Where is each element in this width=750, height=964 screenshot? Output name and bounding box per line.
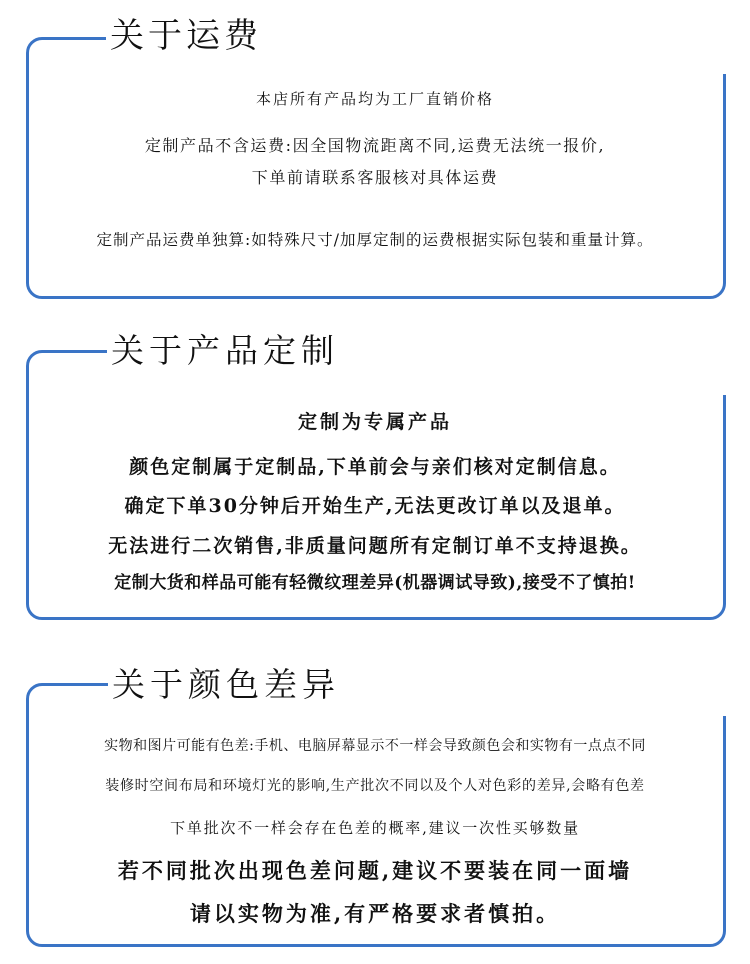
color-difference-line-1: 实物和图片可能有色差:手机、电脑屏幕显示不一样会导致颜色会和实物有一点点不同 <box>104 738 646 754</box>
color-difference-line-3: 下单批次不一样会存在色差的概率,建议一次性买够数量 <box>170 819 580 837</box>
shipping-line-1: 本店所有产品均为工厂直销价格 <box>255 90 494 108</box>
shipping-line-4: 定制产品运费单独算:如特殊尺寸/加厚定制的运费根据实际包装和重量计算。 <box>96 231 654 249</box>
shipping-section-title: 关于运费 <box>106 19 268 53</box>
color-difference-line-5: 请以实物为准,有严格要求者慎拍。 <box>189 901 561 926</box>
frame-gap <box>330 676 730 716</box>
customization-section-title: 关于产品定制 <box>107 334 345 367</box>
shipping-line-3: 下单前请联系客服核对具体运费 <box>251 168 499 187</box>
color-difference-line-4: 若不同批次出现色差问题,建议不要装在同一面墙 <box>117 858 633 883</box>
color-difference-line-2: 装修时空间布局和环境灯光的影响,生产批次不同以及个人对色彩的差异,会略有色差 <box>105 778 645 794</box>
customization-line-3: 确定下单30分钟后开始生产,无法更改订单以及退单。 <box>124 495 626 517</box>
customization-line-5: 定制大货和样品可能有轻微纹理差异(机器调试导致),接受不了慎拍! <box>114 573 636 593</box>
customization-line-2: 颜色定制属于定制品,下单前会与亲们核对定制信息。 <box>129 456 621 478</box>
customization-line-4: 无法进行二次销售,非质量问题所有定制订单不支持退换。 <box>108 535 642 557</box>
color-difference-section-title: 关于颜色差异 <box>108 668 346 701</box>
frame-gap <box>250 30 730 74</box>
frame-gap <box>335 343 730 395</box>
shipping-line-2: 定制产品不含运费:因全国物流距离不同,运费无法统一报价, <box>144 136 606 155</box>
customization-line-1: 定制为专属产品 <box>297 411 452 433</box>
